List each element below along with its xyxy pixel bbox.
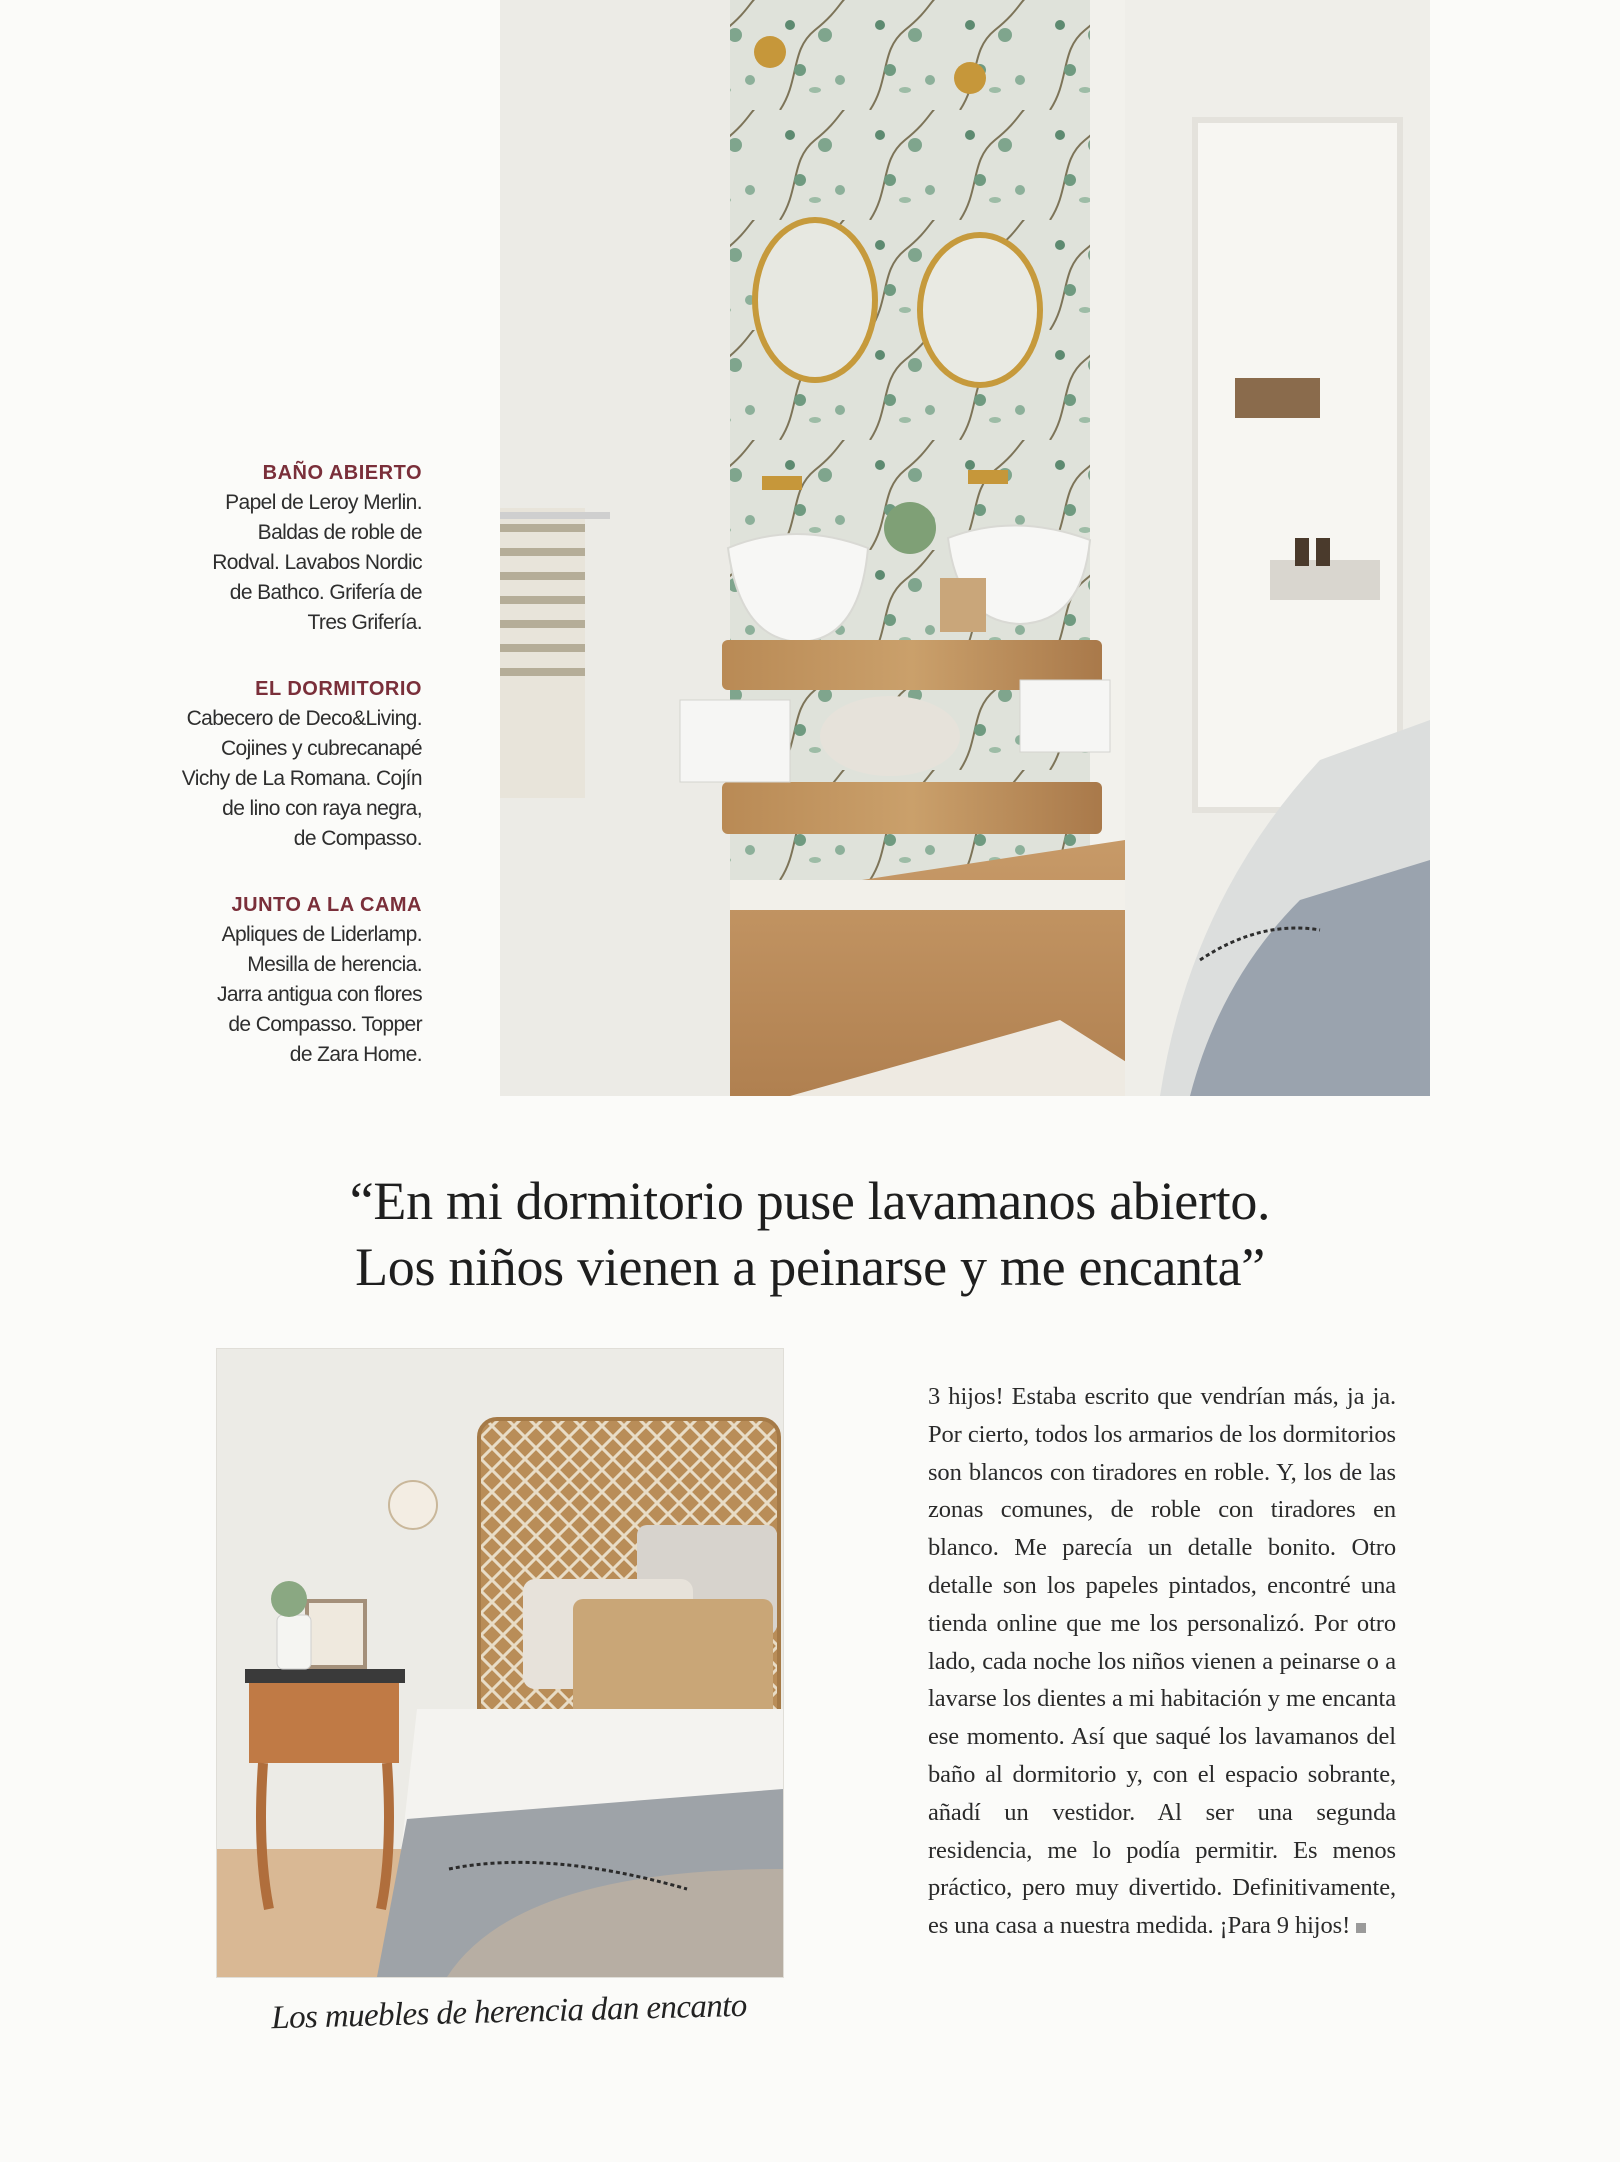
credit-line: de Zara Home. [289, 1043, 422, 1066]
credit-title: BAÑO ABIERTO [262, 462, 422, 484]
pull-quote-line: Los niños vienen a peinarse y me encanta” [355, 1237, 1265, 1297]
credit-line: de Bathco. Grifería de [229, 581, 422, 604]
credit-junto-a-la-cama [100, 890, 422, 1070]
credit-title: EL DORMITORIO [255, 678, 422, 700]
credit-line: Papel de Leroy Merlin. [225, 491, 422, 514]
bathroom-photo [500, 0, 1430, 1096]
photo-caption: Los muebles de herencia dan encanto [270, 1987, 748, 2037]
article-body-text: 3 hijos! Estaba escrito que vendrían más, ja ja. Por cierto, todos los armarios de los dormitorios son blancos con tiradores en roble. Y, los de las zonas comunes, de roble con tiradores en blanco. Me parecía un detalle bonito. Otro detalle son los papeles pintados, encontré una tienda online que me los personalizó. Por otro lado, cada noche los niños vienen a peinarse o a lavarse los dientes a mi habitación y me encanta ese momento. Así que saqué los lavamanos del baño al dormitorio y, con el espacio sobrante, añadí un vestidor. Al ser una segunda residencia, me lo podía permitir. Es menos práctico, pero muy divertido. Definitivamente, es una casa a nuestra medida. ¡Para 9 hijos! [928, 1383, 1396, 1940]
credit-line: de Compasso. Topper [228, 1013, 422, 1036]
credit-line: Cojines y cubrecanapé [220, 737, 422, 760]
credit-line: Mesilla de herencia. [247, 953, 422, 976]
credit-bano-abierto [100, 458, 422, 638]
pull-quote [200, 1168, 1420, 1300]
article-body [928, 1378, 1396, 1945]
credit-line: Baldas de roble de [257, 521, 422, 544]
credit-line: Vichy de La Romana. Cojín [181, 767, 422, 790]
credit-line: Jarra antigua con flores [216, 983, 422, 1006]
credit-el-dormitorio [100, 674, 422, 854]
pull-quote-line: “En mi dormitorio puse lavamanos abierto. [349, 1171, 1271, 1231]
end-square-icon [1356, 1923, 1366, 1933]
bedroom-photo [216, 1348, 784, 1978]
credit-line: de lino con raya negra, [222, 797, 422, 820]
credit-line: Apliques de Liderlamp. [221, 923, 422, 946]
bathroom-illustration [500, 0, 1430, 1096]
credit-title: JUNTO A LA CAMA [231, 894, 422, 916]
credit-line: Rodval. Lavabos Nordic [212, 551, 422, 574]
credit-line: de Compasso. [293, 827, 422, 850]
credit-line: Cabecero de Deco&Living. [186, 707, 422, 730]
credit-line: Tres Grifería. [307, 611, 422, 634]
photo-credits [100, 458, 422, 1106]
bedroom-illustration [217, 1349, 783, 1977]
